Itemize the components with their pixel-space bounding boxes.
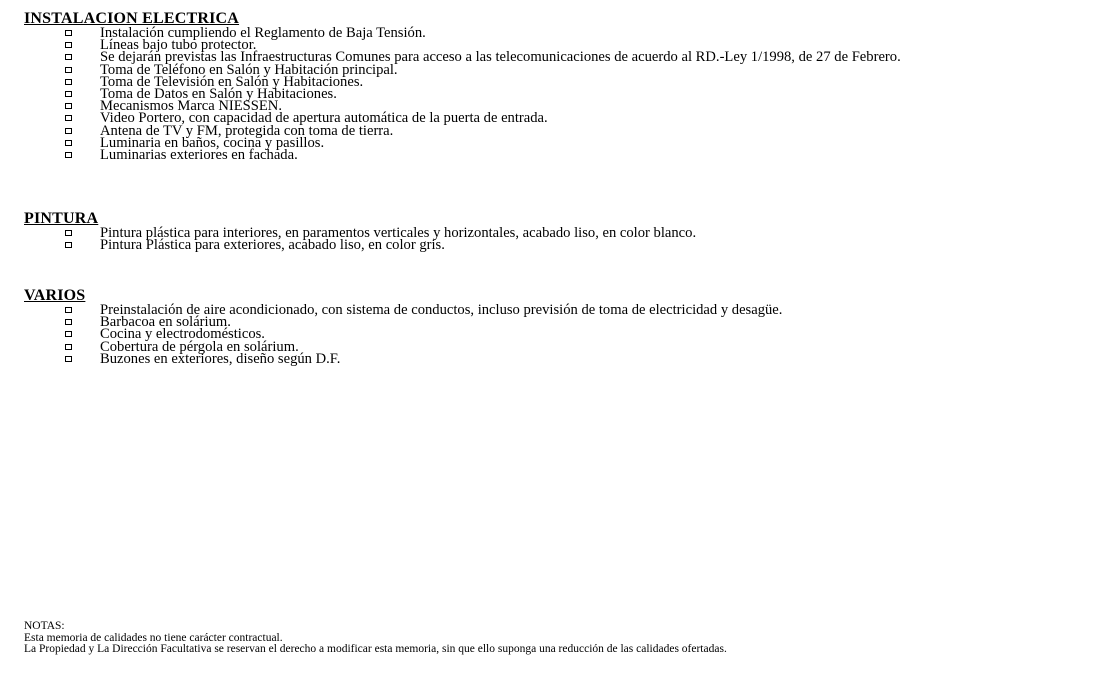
checkbox-bullet-icon [65, 331, 72, 337]
list-item-text: Buzones en exteriores, diseño según D.F. [100, 350, 341, 367]
checkbox-bullet-icon [65, 152, 72, 158]
list-item-text: Antena de TV y FM, protegida con toma de tierra. [100, 122, 394, 139]
section-title: INSTALACION ELECTRICA [24, 10, 240, 27]
notes-line: La Propiedad y La Dirección Facultativa se reservan el derecho a modificar esta memoria, sin que ello suponga una reducción de las calidades ofertadas. [24, 643, 727, 655]
checkbox-bullet-icon [65, 67, 72, 73]
list-item [24, 350, 1094, 367]
list-item-text: Luminarias exteriores en fachada. [100, 147, 298, 164]
list-item-text: Toma de Datos en Salón y Habitaciones. [100, 86, 337, 103]
list-item-text: Pintura Plástica para exteriores, acabado liso, en color gris. [100, 237, 445, 254]
list-item-text: Preinstalación de aire acondicionado, con sistema de conductos, incluso previsión de toma de electricidad y desagüe. [100, 302, 783, 318]
checkbox-bullet-icon [65, 230, 72, 236]
checkbox-bullet-icon [65, 344, 72, 350]
checkbox-bullet-icon [65, 140, 72, 146]
checkbox-bullet-icon [65, 242, 72, 248]
list-item-text: Video Portero, con capacidad de apertura automática de la puerta de entrada. [100, 110, 548, 127]
list-item-text: Barbacoa en solárium. [100, 314, 231, 331]
section-pintura [24, 210, 1094, 254]
bullet-list [24, 304, 1094, 365]
list-item [24, 237, 1094, 254]
checkbox-bullet-icon [65, 91, 72, 97]
checkbox-bullet-icon [65, 307, 72, 313]
section-title: PINTURA [24, 210, 99, 227]
section-instalacion-electrica [24, 10, 1094, 164]
notes-block [24, 621, 1104, 656]
list-item-text: Pintura plástica para interiores, en paramentos verticales y horizontales, acabado liso, en color blanco. [100, 225, 697, 241]
section-title: VARIOS [24, 287, 86, 304]
notes-line: Esta memoria de calidades no tiene carácter contractual. [24, 631, 283, 644]
bullet-list [24, 25, 1094, 164]
notes-heading: NOTAS: [24, 620, 65, 632]
list-item-text: Mecanismos Marca NIESSEN. [100, 98, 282, 115]
list-item [24, 147, 1094, 164]
list-item-text: Luminaria en baños, cocina y pasillos. [100, 134, 325, 151]
checkbox-bullet-icon [65, 42, 72, 48]
list-item-text: Cocina y electrodomésticos. [100, 326, 265, 343]
list-item-text: Líneas bajo tubo protector. [100, 37, 257, 54]
list-item-text: Se dejarán previstas las Infraestructuras Comunes para acceso a las telecomunicaciones de acuerdo al RD.-Ley 1/1998, de 27 de Febrero. [100, 49, 901, 66]
checkbox-bullet-icon [65, 356, 72, 362]
section-varios [24, 288, 1094, 365]
checkbox-bullet-icon [65, 103, 72, 109]
checkbox-bullet-icon [65, 115, 72, 121]
checkbox-bullet-icon [65, 30, 72, 36]
list-item-text: Cobertura de pérgola en solárium. [100, 338, 299, 355]
checkbox-bullet-icon [65, 128, 72, 134]
list-item-text: Instalación cumpliendo el Reglamento de Baja Tensión. [100, 25, 426, 41]
bullet-list [24, 225, 1094, 254]
checkbox-bullet-icon [65, 79, 72, 85]
list-item-text: Toma de Teléfono en Salón y Habitación principal. [100, 61, 398, 78]
checkbox-bullet-icon [65, 319, 72, 325]
checkbox-bullet-icon [65, 54, 72, 60]
list-item-text: Toma de Televisión en Salón y Habitaciones. [100, 73, 364, 90]
